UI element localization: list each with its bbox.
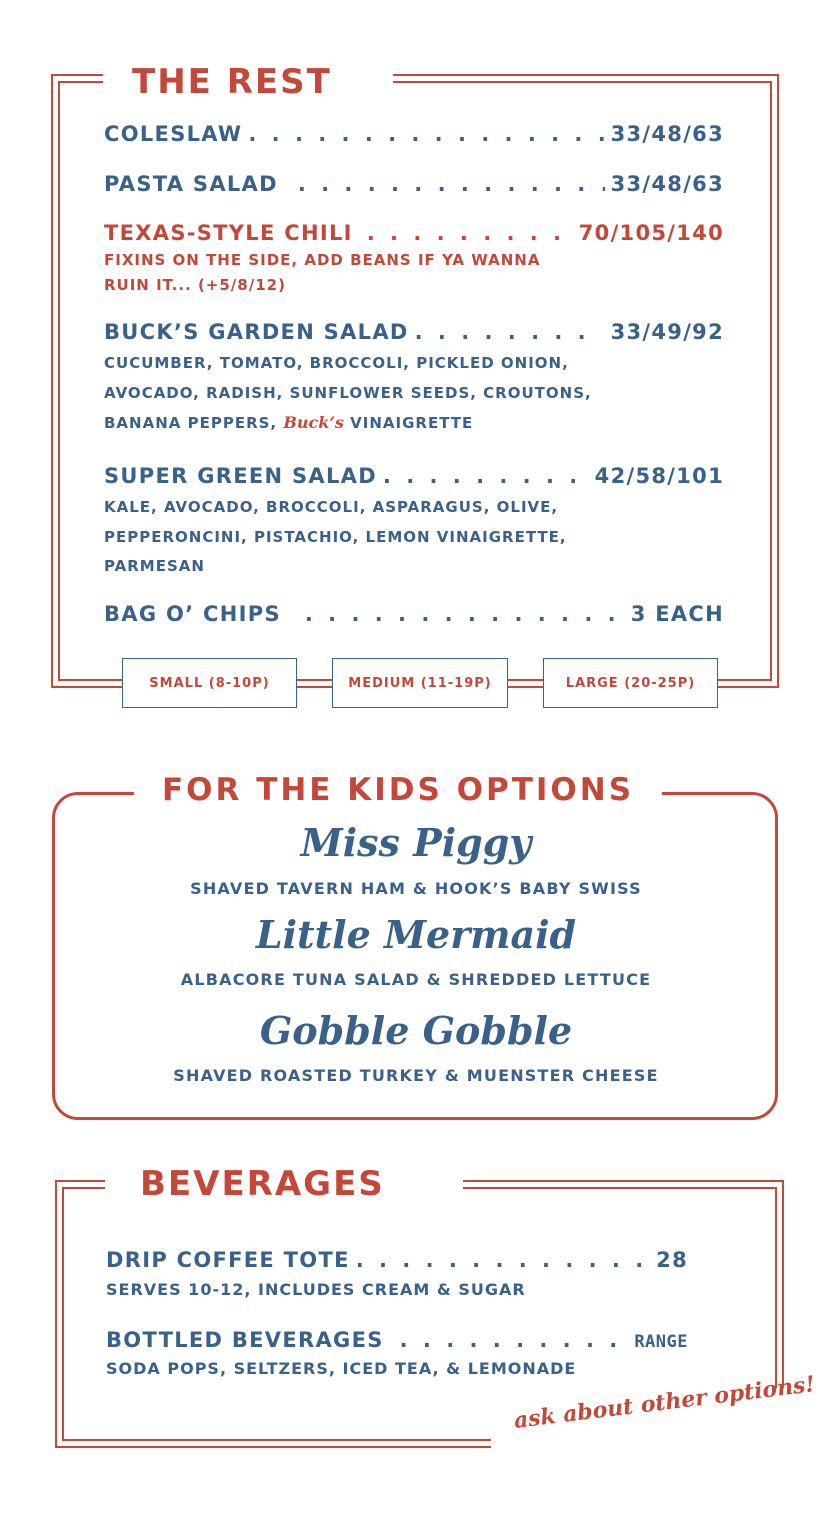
menu-item-super-green-salad [104,464,724,488]
desc-line: CUCUMBER, TOMATO, BROCCOLI, PICKLED ONION, [104,354,569,372]
desc-line: FIXINS ON THE SIDE, ADD BEANS IF YA WANNA [104,251,541,269]
size-small-box: SMALL (8-10P) [122,658,297,708]
kids-item-name: Little Mermaid [255,912,577,957]
kids-title: FOR THE KIDS OPTIONS [134,772,662,808]
bucks-script: Buck’s [283,413,344,432]
kids-item-name: Gobble Gobble [259,1008,573,1053]
item-name: BAG O’ CHIPS [104,602,281,626]
item-description: SODA POPS, SELTZERS, ICED TEA, & LEMONADE [106,1359,577,1378]
item-description [104,349,592,439]
dot-leader [415,320,595,344]
desc-text: BANANA PEPPERS, [104,414,278,432]
dot-leader [305,602,617,626]
item-price: RANGE [634,1332,688,1352]
item-name: TEXAS-STYLE CHILI [104,221,353,245]
dot-leader [356,1248,654,1272]
kids-item-desc: SHAVED TAVERN HAM & HOOK’S BABY SWISS [190,879,642,898]
beverages-title: BEVERAGES [140,1164,385,1204]
item-name: BOTTLED BEVERAGES [106,1328,384,1352]
dot-leader [367,221,563,245]
item-price: 33/48/63 [610,172,724,196]
item-description [104,246,540,300]
dot-leader [248,122,604,146]
menu-item-coleslaw [104,122,724,146]
kids-item-desc: SHAVED ROASTED TURKEY & MUENSTER CHEESE [173,1066,659,1085]
beverage-item-bottled [106,1328,688,1352]
desc-line: RUIN IT... (+5/8/12) [104,275,286,294]
item-name: BUCK’S GARDEN SALAD [104,320,409,344]
the-rest-title: THE REST [132,62,332,102]
dot-leader [383,464,575,488]
item-name: PASTA SALAD [104,172,278,196]
size-large-box: LARGE (20-25P) [543,658,718,708]
desc-line: KALE, AVOCADO, BROCCOLI, ASPARAGUS, OLIVE, [104,498,559,516]
item-name: SUPER GREEN SALAD [104,464,377,488]
desc-line: PARMESAN [104,557,205,575]
item-price: 3 EACH [630,602,724,626]
dot-leader [298,172,605,196]
item-price: 33/48/63 [610,122,724,146]
item-price: 42/58/101 [594,464,724,488]
menu-item-bucks-garden-salad [104,320,724,344]
desc-line: PEPPERONCINI, PISTACHIO, LEMON VINAIGRETTE, [104,527,567,546]
beverage-item-drip-coffee [106,1248,688,1272]
ask-about-options-note: ask about other options! [512,1371,817,1434]
size-medium-box: MEDIUM (11-19P) [332,658,508,708]
item-name: DRIP COFFEE TOTE [106,1248,350,1272]
desc-text: VINAIGRETTE [350,414,474,432]
item-price: 28 [656,1248,688,1272]
menu-item-texas-chili [104,221,724,245]
item-price: 70/105/140 [578,221,724,245]
dot-leader [400,1328,629,1352]
menu-item-bag-o-chips [104,602,724,626]
item-description: SERVES 10-12, INCLUDES CREAM & SUGAR [106,1280,526,1299]
kids-item-name: Miss Piggy [300,820,532,865]
kids-item-desc: ALBACORE TUNA SALAD & SHREDDED LETTUCE [180,970,652,989]
desc-line: AVOCADO, RADISH, SUNFLOWER SEEDS, CROUTONS, [104,383,592,402]
menu-item-pasta-salad [104,172,724,196]
item-name: COLESLAW [104,122,243,146]
item-description [104,493,567,582]
item-price: 33/49/92 [610,320,724,344]
desc-line [104,408,592,439]
